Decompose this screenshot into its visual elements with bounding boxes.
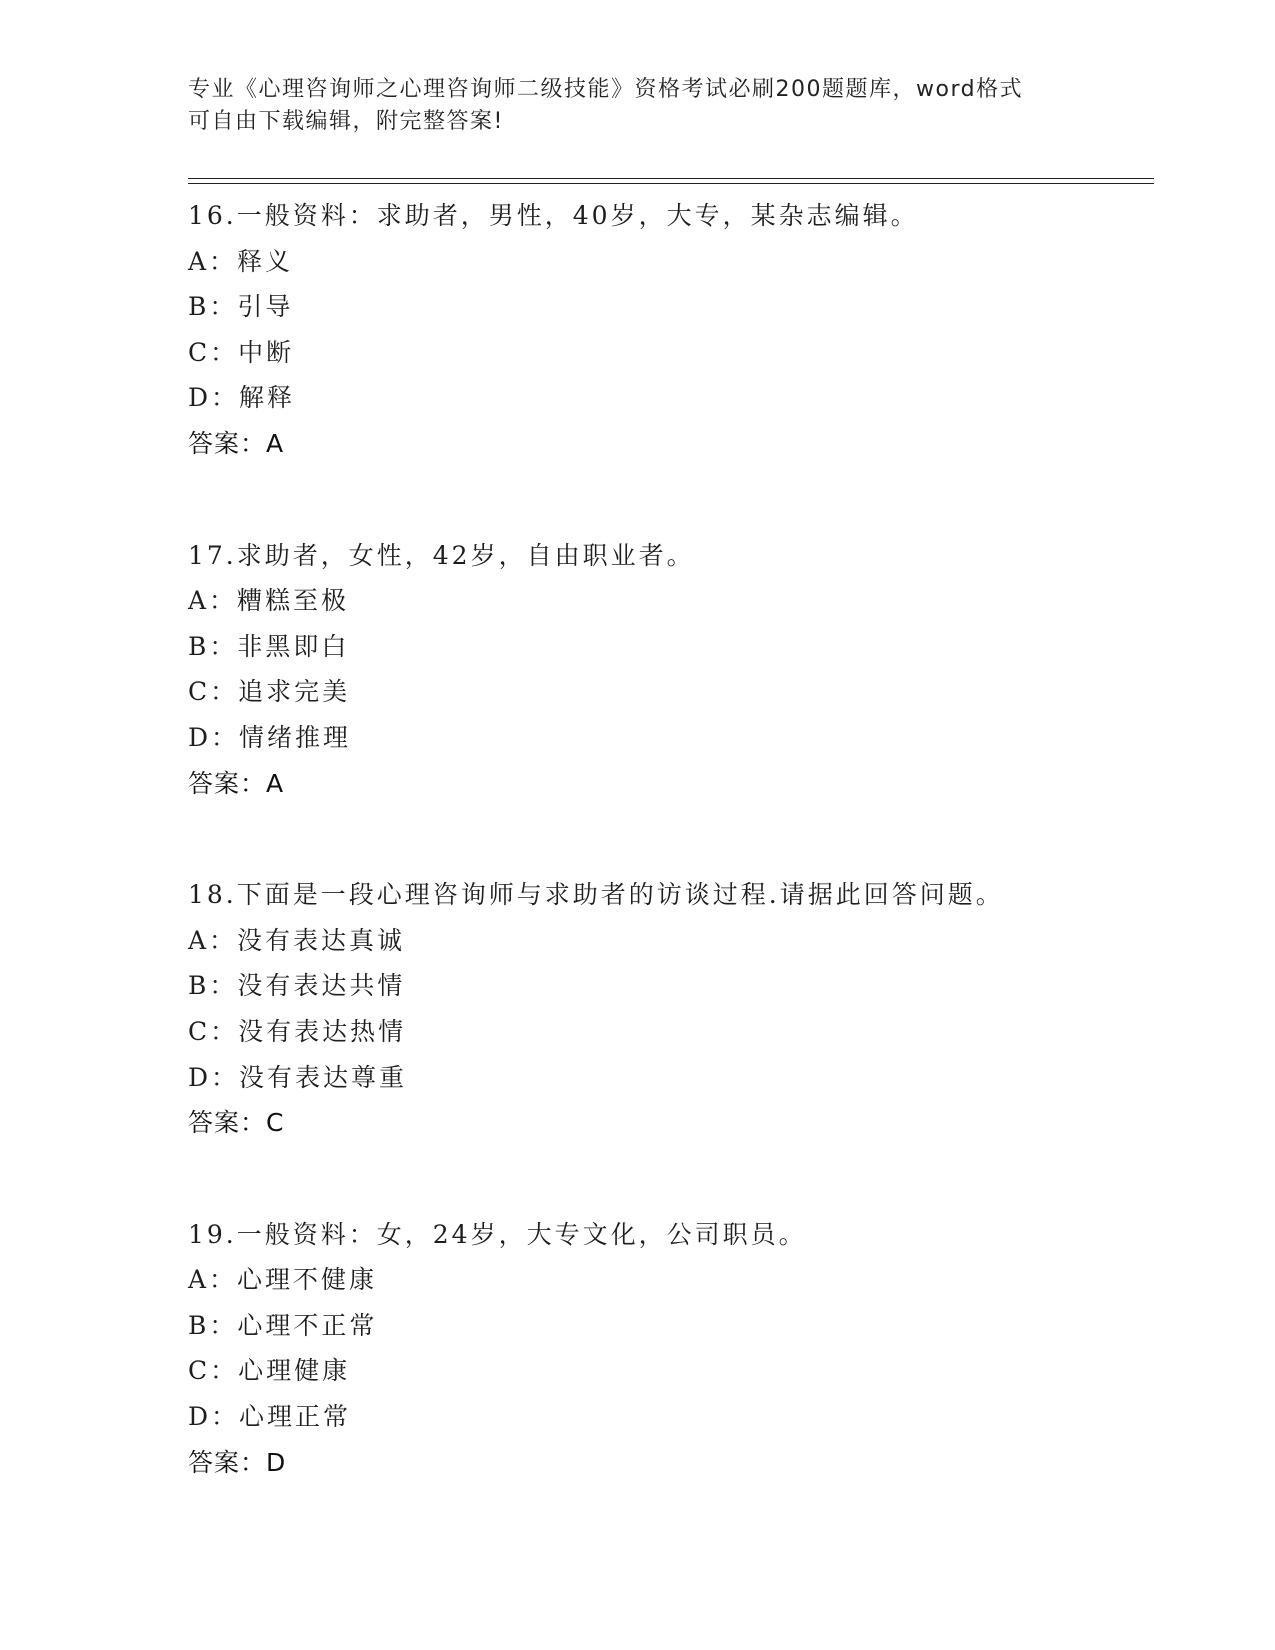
answer-label: 答案：A	[188, 428, 285, 458]
option-b: B：心理不正常	[188, 1310, 378, 1340]
answer-label: 答案：A	[188, 768, 285, 798]
question-18	[188, 872, 1148, 1146]
answer-label: 答案：D	[188, 1447, 287, 1477]
question-list	[188, 193, 1148, 1551]
option-d: D：情绪推理	[188, 722, 352, 752]
option-b: B：非黑即白	[188, 631, 350, 661]
header-line-2: 可自由下载编辑，附完整答案!	[188, 109, 504, 134]
question-stem: 16.一般资料：求助者，男性，40岁，大专，某杂志编辑。	[188, 201, 919, 230]
option-c: C：追求完美	[188, 677, 351, 707]
option-b: B：没有表达共情	[188, 971, 406, 1001]
option-a: A：心理不健康	[188, 1265, 378, 1295]
option-a: A：释义	[188, 246, 294, 276]
question-17	[188, 533, 1148, 807]
question-stem: 17.求助者，女性，42岁，自由职业者。	[188, 540, 695, 570]
question-stem: 19.一般资料：女，24岁，大专文化，公司职员。	[188, 1219, 807, 1249]
option-b: B：引导	[188, 292, 294, 322]
header-divider-bottom	[188, 183, 1154, 184]
header-divider-top	[188, 178, 1154, 179]
option-c: C：中断	[188, 337, 295, 367]
document-header	[188, 74, 1088, 138]
question-16	[188, 193, 1148, 467]
header-line-1: 专业《心理咨询师之心理咨询师二级技能》资格考试必刷200题题库，word格式	[188, 77, 1024, 102]
answer-label: 答案：C	[188, 1108, 285, 1138]
option-d: D：没有表达尊重	[188, 1062, 408, 1092]
option-c: C：心理健康	[188, 1356, 351, 1386]
question-stem: 18.下面是一段心理咨询师与求助者的访谈过程.请据此回答问题。	[188, 880, 1004, 910]
option-c: C：没有表达热情	[188, 1016, 407, 1046]
option-a: A：糟糕至极	[188, 586, 350, 616]
question-19	[188, 1212, 1148, 1486]
option-d: D：心理正常	[188, 1402, 352, 1432]
option-a: A：没有表达真诚	[188, 925, 406, 955]
option-d: D：解释	[188, 383, 296, 413]
